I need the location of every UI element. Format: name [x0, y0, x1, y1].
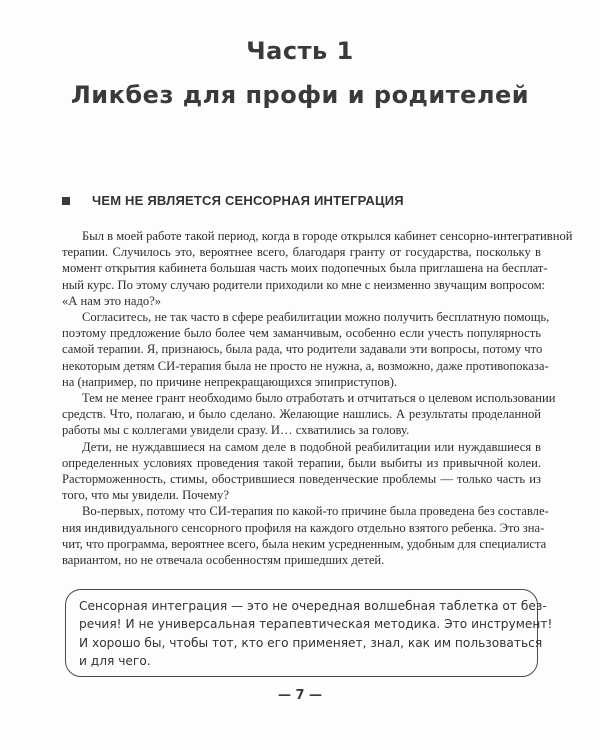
text-line: работы мы с коллегами увидели сразу. И… схватились за голову. [62, 423, 410, 438]
text-line: того, что мы увидели. Почему? [62, 488, 229, 503]
text-line: момент открытия кабинета большая часть моих подопечных была приглашена на бесплат- [62, 261, 548, 276]
text-line: терапии. Случилось это, вероятнее всего, благодаря гранту от государства, поскольку в [62, 245, 541, 260]
callout-line: Сенсорная интеграция — это не очередная волшебная таблетка от без- [79, 599, 547, 613]
text-line: ный курс. По этому случаю родители приходили ко мне с неизменно звучащим вопросом: [62, 277, 546, 292]
text-line: на (например, по причине непрекращающихся эпиприступов). [62, 374, 398, 389]
section-header [62, 193, 404, 208]
text-line: чит, что программа, вероятнее всего, была неким усредненным, удобным для специалиста [62, 536, 547, 551]
text-line: Был в моей работе такой период, когда в городе открылся кабинет сенсорно-интегративной [82, 229, 573, 243]
callout-line: и для чего. [79, 654, 151, 669]
text-line: Согласитесь, не так часто в сфере реабилитации можно получить бесплатную помощь, [82, 310, 550, 325]
text-line: самой терапии. Я, признаюсь, была рада, что родители задавали эти вопросы, потому что [62, 342, 543, 357]
callout-line: И хорошо бы, чтобы тот, кто его применяет, знал, как им пользоваться [79, 635, 543, 650]
text-line: средств. Что, полагаю, и было сделано. Желающие нашлись. А результаты проделанной [62, 407, 541, 422]
text-line: некоторым детям СИ-терапия была не просто не нужна, а, возможно, даже противопоказа- [62, 358, 549, 373]
text-line: Тем не менее грант необходимо было отработать и отчитаться о целевом использовании [82, 391, 556, 406]
text-line: вариантом, но не отвечала особенностям пришедших детей. [62, 553, 385, 568]
text-line: «А нам это надо?» [62, 293, 162, 308]
text-line: ния индивидуального сенсорного профиля на каждого отдельно взятого ребенка. Это зна- [62, 520, 545, 535]
chapter-title: Ликбез для профи и родителей [70, 81, 530, 109]
callout-line: речия! И не универсальная терапевтическая методика. Это инструмент! [79, 617, 553, 632]
text-line: Расторможенность, стимы, обострившиеся поведенческие проблемы — только часть из [62, 472, 541, 487]
body-text [62, 228, 573, 568]
part-heading: Часть 1 [246, 37, 354, 65]
text-line: определенных условиях проведения такой терапии, были выбиты из привычной колеи. [62, 455, 541, 470]
section-title: ЧЕМ НЕ ЯВЛЯЕТСЯ СЕНСОРНАЯ ИНТЕГРАЦИЯ [92, 193, 404, 208]
page-number: — 7 — [277, 688, 323, 703]
text-line: поэтому предложение было более чем заманчивым, особенно если учесть популярность [62, 326, 541, 341]
text-line: Во-первых, потому что СИ-терапия по какой-то причине была проведена без составле- [82, 504, 549, 519]
text-line: Дети, не нуждавшиеся на самом деле в подобной реабилитации или нуждавшиеся в [82, 439, 541, 454]
callout-box [65, 589, 553, 677]
square-bullet-icon [62, 197, 70, 205]
